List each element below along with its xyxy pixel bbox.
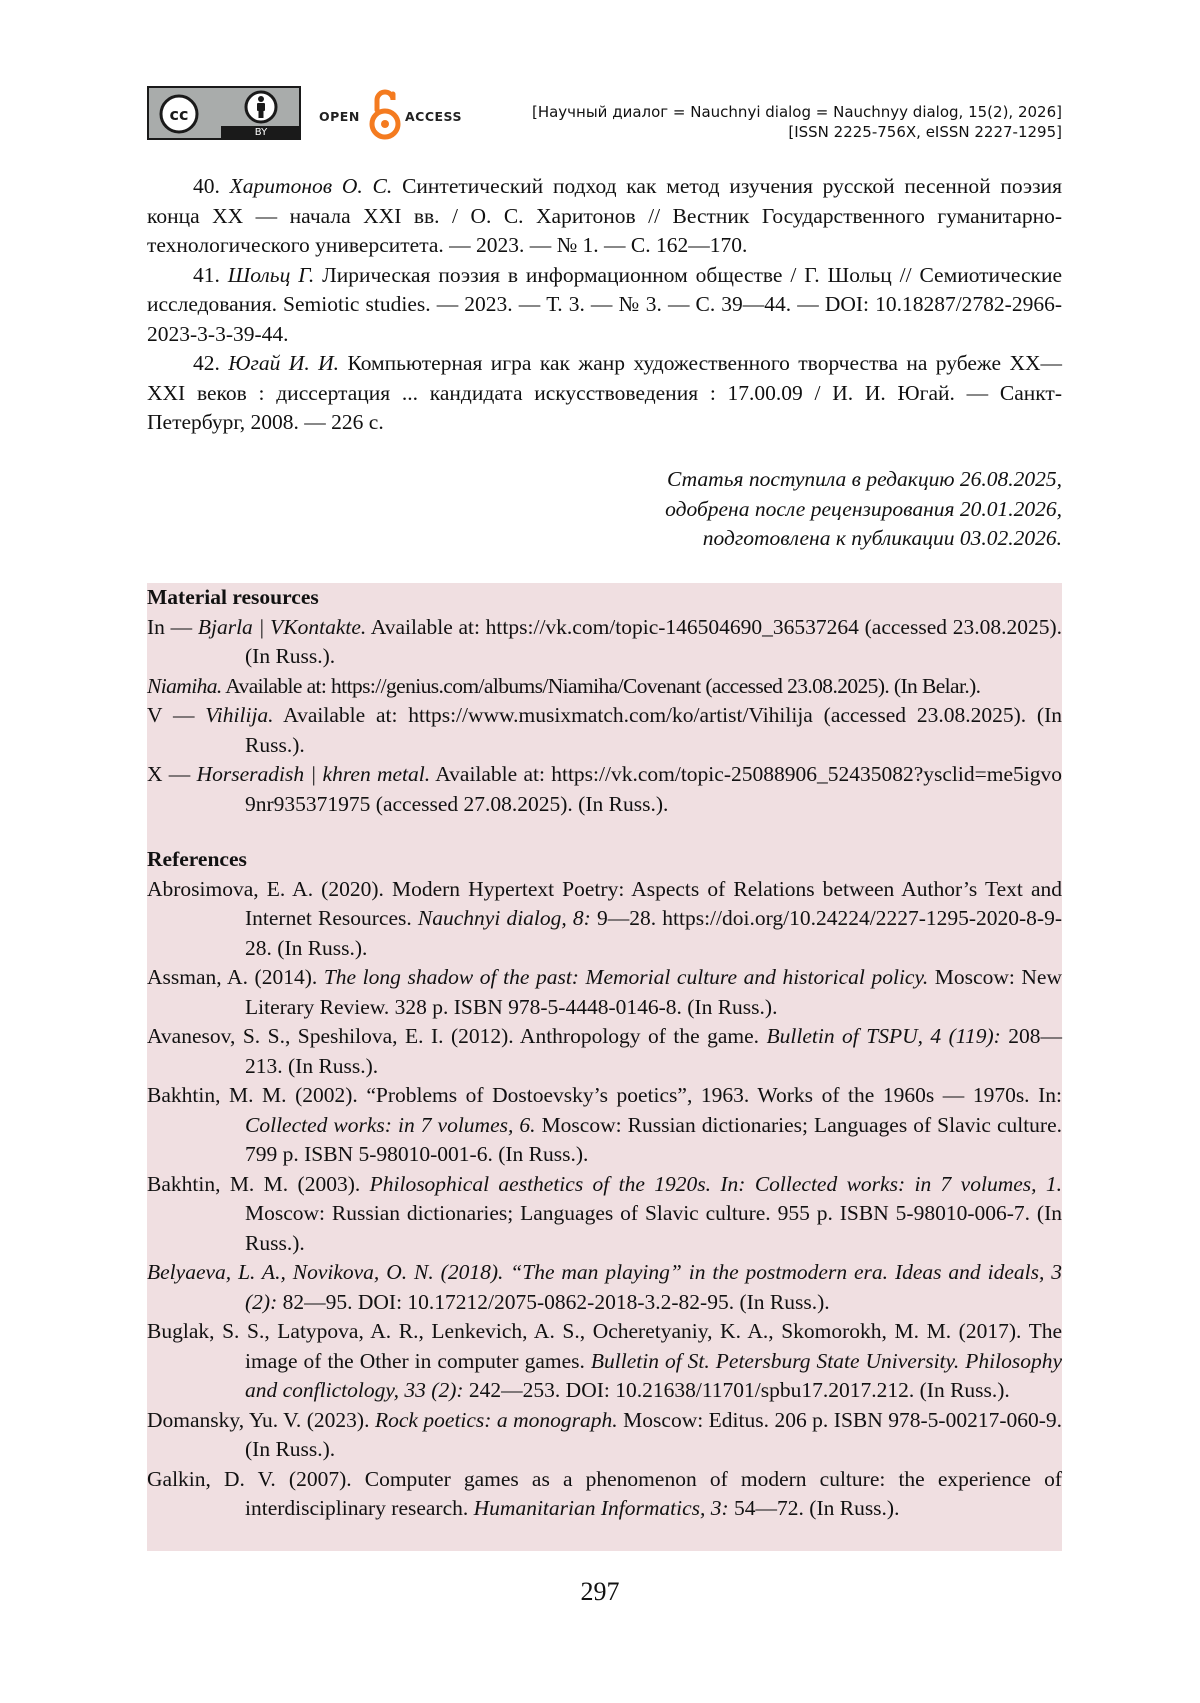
open-access-open-label: OPEN	[319, 109, 360, 124]
reference-text: Bakhtin, M. M. (2002). “Problems of Dostoevsky’s poetics”, 1963. Works of the 1960s — 1970s. In:	[147, 1083, 1062, 1107]
reference-number: 41.	[193, 262, 220, 287]
cc-icon	[159, 94, 199, 134]
reference-author: Харитонов О. С.	[229, 174, 393, 198]
material-text: V —	[147, 703, 206, 727]
by-label: BY	[254, 127, 268, 138]
reference-source: Bulletin of St. Petersburg State University. Philosophy and conflictology, 33 (2):	[245, 1348, 1062, 1402]
reference-item	[147, 349, 1062, 438]
material-text: In —	[147, 614, 198, 639]
reference-text: Moscow: Editus. 206 p. ISBN 978-5-00217-060-9. (In Russ.).	[245, 1407, 1063, 1461]
material-text: Available at: https://vk.com/topic-25088906_52435082?ysclid=me5igvo9nr935371975 (accessed 27.08.2025). (In Russ.).	[245, 762, 1062, 816]
reference-author: Югай И. И.	[228, 351, 340, 375]
material-title: Vihilija.	[205, 703, 274, 727]
reference-text: Abrosimova, E. A. (2020). Modern Hypertext Poetry: Aspects of Relations between Author’s Text and Internet Resources.	[147, 876, 1062, 930]
reference-text: Galkin, D. V. (2007). Computer games as a phenomenon of modern culture: the experience of interdisciplinary research.	[147, 1466, 1062, 1520]
material-item	[147, 613, 1062, 672]
journal-line-2: [ISSN 2225-756X, eISSN 2227-1295]	[788, 123, 1062, 141]
reference-text: Bakhtin, M. M. (2003).	[147, 1171, 370, 1196]
reference-number: 40.	[193, 174, 220, 198]
reference-item	[147, 1081, 1062, 1170]
reference-author: Шольц Г.	[227, 262, 315, 287]
material-title: Bjarla | VKontakte.	[197, 614, 367, 639]
reference-source: Bulletin of TSPU, 4 (119):	[766, 1024, 1001, 1048]
reference-item	[147, 1317, 1062, 1406]
reference-text: Лирическая поэзия в информационном обществе / Г. Шольц // Семиотические исследования. Semiotic studies. — 2023. — Т. 3. — № 3. — С. 39—44. — DOI: 10.18287/2782-2966-2023-3-3-39-44.	[147, 262, 1062, 346]
reference-text: Avanesov, S. S., Speshilova, E. I. (2012). Anthropology of the game.	[147, 1024, 767, 1048]
material-resources-section	[147, 583, 1062, 819]
cc-by-license-badge[interactable]	[147, 86, 301, 140]
article-dates	[665, 465, 1062, 554]
material-text: Available at: https://vk.com/topic-146504690_36537264 (accessed 23.08.2025). (In Russ.).	[245, 614, 1062, 668]
approved-date: одобрена после рецензирования 20.01.2026,	[665, 496, 1062, 521]
received-date: Статья поступила в редакцию 26.08.2025,	[666, 467, 1062, 491]
russian-references	[147, 172, 1062, 438]
references-title: References	[147, 847, 247, 871]
journal-citation	[532, 102, 1062, 142]
reference-source: The long shadow of the past: Memorial culture and historical policy.	[323, 965, 929, 989]
material-text: Available at: https://www.musixmatch.com/ko/artist/Vihilija (accessed 23.08.2025). (In Russ.).	[245, 703, 1062, 757]
reference-text: Assman, A. (2014).	[147, 965, 324, 989]
reference-item	[147, 1465, 1062, 1524]
reference-text: 208—213. (In Russ.).	[245, 1024, 1062, 1078]
reference-text: Moscow: New Literary Review. 328 p. ISBN 978-5-4448-0146-8. (In Russ.).	[245, 965, 1063, 1019]
reference-text: 82—95. DOI: 10.17212/2075-0862-2018-3.2-82-95. (In Russ.).	[277, 1289, 830, 1314]
material-resources-title: Material resources	[147, 585, 319, 609]
open-access-access-label: ACCESS	[405, 109, 463, 124]
reference-text: 9—28. https://doi.org/10.24224/2227-1295-2020-8-9-28. (In Russ.).	[245, 906, 1062, 960]
reference-source: Humanitarian Informatics, 3:	[473, 1496, 729, 1520]
open-lock-icon	[369, 86, 401, 142]
reference-number: 42.	[193, 351, 220, 375]
reference-text: Компьютерная игра как жанр художественного творчества на рубеже XX—XXI веков : диссертация ... кандидата искусствоведения : 17.00.09 / И. И. Югай. — Санкт-Петербург, 2008. — 226 с.	[147, 351, 1062, 434]
material-title: Horseradish | khren metal.	[196, 762, 431, 786]
reference-item	[147, 1022, 1062, 1081]
reference-text: Moscow: Russian dictionaries; Languages of Slavic culture. 799 p. ISBN 5-98010-001-6. (In Russ.).	[245, 1112, 1063, 1166]
material-text: Available at: https://genius.com/albums/Niamiha/Covenant (accessed 23.08.2025). (In Belar.).	[221, 673, 981, 698]
page-header	[147, 86, 1062, 144]
material-text: X —	[147, 762, 197, 786]
open-access-logo[interactable]	[319, 86, 469, 144]
reference-item	[147, 1170, 1062, 1259]
reference-text: 242—253. DOI: 10.21638/11701/spbu17.2017.212. (In Russ.).	[463, 1378, 1010, 1402]
material-item	[147, 701, 1062, 760]
material-title: Niamiha.	[147, 673, 222, 698]
reference-item	[147, 1258, 1062, 1317]
prepared-date: подготовлена к публикации 03.02.2026.	[702, 526, 1062, 550]
reference-text: Buglak, S. S., Latypova, A. R., Lenkevich, A. S., Ocheretyaniy, K. A., Skomorokh, M. M. (2017). The image of the Other in computer games.	[147, 1319, 1062, 1373]
reference-source: Rock poetics: a monograph.	[374, 1407, 618, 1432]
reference-text: 54—72. (In Russ.).	[728, 1496, 900, 1520]
reference-item	[147, 172, 1062, 261]
reference-source: Collected works: in 7 volumes, 6.	[245, 1112, 536, 1137]
reference-text: Синтетический подход как метод изучения русской песенной поэзия конца XX — начала XXI вв. / О. С. Харитонов // Вестник Государственного гуманитарно-технологического университета. — 2023. — № 1. — С. 162—170.	[147, 174, 1062, 257]
svg-text:cc: cc	[169, 105, 189, 124]
attribution-icon	[244, 90, 278, 124]
reference-text: Domansky, Yu. V. (2023).	[147, 1407, 375, 1432]
journal-line-1: [Научный диалог = Nauchnyi dialog = Nauchnyy dialog, 15(2), 2026]	[531, 103, 1062, 121]
page-number: 297	[580, 1577, 620, 1606]
reference-item	[147, 1406, 1062, 1465]
reference-text: Moscow: Russian dictionaries; Languages of Slavic culture. 955 p. ISBN 5-98010-006-7. (In Russ.).	[245, 1201, 1062, 1255]
material-item	[147, 760, 1062, 819]
reference-source: Nauchnyi dialog, 8:	[417, 906, 591, 930]
references-section	[147, 845, 1062, 1524]
reference-item	[147, 875, 1062, 964]
material-item	[147, 672, 1062, 702]
reference-item	[147, 261, 1062, 350]
reference-source: Belyaeva, L. A., Novikova, O. N. (2018). “The man playing” in the postmodern era. Ideas and ideals, 3 (2):	[147, 1260, 1062, 1314]
reference-item	[147, 963, 1062, 1022]
reference-source: Philosophical aesthetics of the 1920s. In: Collected works: in 7 volumes, 1.	[369, 1171, 1062, 1196]
